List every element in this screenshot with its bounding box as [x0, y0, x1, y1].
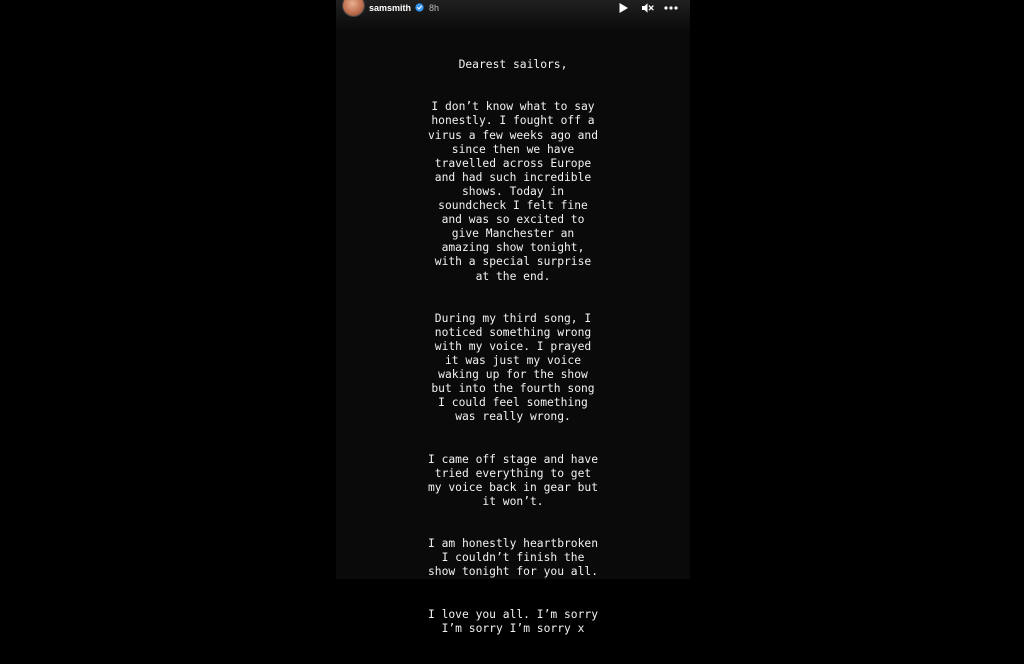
- story-paragraph: I am honestly heartbroken I couldn’t finish the show tonight for you all.: [427, 537, 599, 579]
- more-options-icon: [664, 6, 678, 10]
- story-paragraph: During my third song, I noticed something wrong with my voice. I prayed it was just my voice waking up for the show but into the fourth song I could feel something was really wrong.: [431, 311, 595, 424]
- verified-badge-icon: [415, 3, 424, 12]
- story-greeting: Dearest sailors,: [458, 58, 568, 72]
- mute-icon: [641, 2, 654, 14]
- avatar[interactable]: [342, 0, 365, 17]
- story-header: [336, 0, 690, 30]
- play-icon: [618, 2, 629, 14]
- story-paragraph: I don’t know what to say honestly. I fought off a virus a few weeks ago and since then we have travelled across Europe and had such incredible shows. Today in soundcheck I felt fine and was so excited to give Manchester an amazing show tonight, with a special surprise at the end.: [427, 100, 599, 283]
- story-viewer[interactable]: [336, 0, 690, 635]
- mute-button[interactable]: [640, 1, 654, 15]
- story-paragraph: I came off stage and have tried everything to get my voice back in gear but it won’t.: [427, 452, 599, 508]
- more-options-button[interactable]: [664, 1, 678, 15]
- post-time: 8h: [429, 3, 440, 13]
- story-closing: I love you all. I’m sorry I’m sorry I’m sorry x: [427, 607, 599, 635]
- play-button[interactable]: [616, 1, 630, 15]
- story-controls: [616, 1, 678, 15]
- username[interactable]: samsmith: [369, 3, 412, 13]
- story-text: [336, 44, 690, 664]
